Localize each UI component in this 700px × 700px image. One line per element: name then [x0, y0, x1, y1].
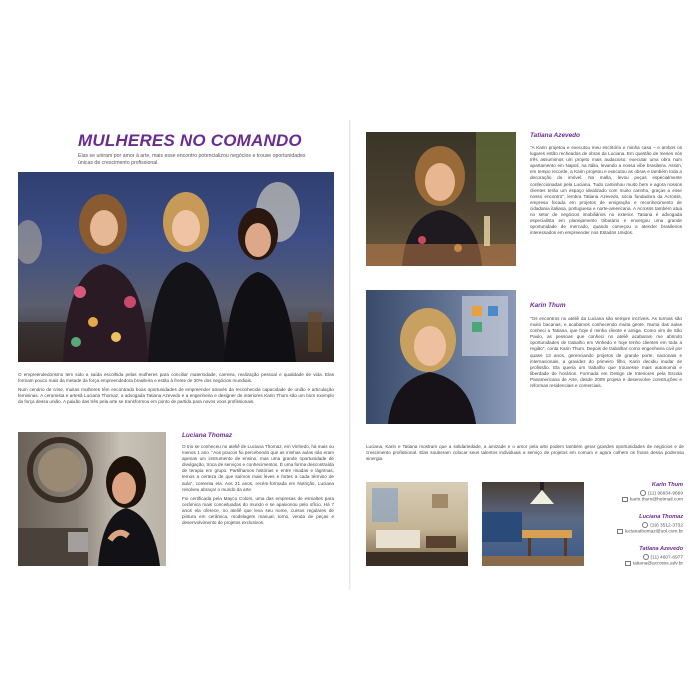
whatsapp-icon — [643, 554, 649, 560]
envelope-icon — [625, 561, 631, 566]
contact-email-tatiana[interactable]: tatiana@acrosss.adv.br — [625, 561, 683, 567]
group-photo — [18, 172, 334, 362]
intro-text — [18, 372, 334, 408]
luciana-text — [182, 444, 334, 529]
tatiana-text — [530, 145, 682, 239]
contact-name-tatiana: Tatiana Azevedo — [639, 546, 683, 552]
tatiana-heading: Tatiana Azevedo — [530, 132, 580, 139]
article-subtitle: Elas se uniram por amor à arte, mais esse encontro potencializou negócios e trouxe oportunidades únicas de crescimento profissional. — [78, 153, 306, 166]
contact-name-karin: Karin Thum — [651, 482, 683, 488]
karin-heading: Karin Thum — [530, 302, 566, 309]
closing-text — [366, 444, 684, 465]
envelope-icon — [622, 497, 628, 502]
whatsapp-icon — [642, 522, 648, 528]
intro-paragraph: O empreendedorismo tem sido a saída escolhida pelas mulheres para conciliar maternidade, carreira, realização pessoal e qualidade de vida. Elas formam pouco mais da metade da força empreendedora brasileira e estão à frente de 30% dos negócios mundiais. — [18, 372, 334, 384]
tatiana-photo — [366, 132, 516, 266]
kitchen-photo — [482, 482, 584, 566]
luciana-photo — [18, 432, 166, 566]
page-gutter — [349, 120, 351, 590]
tatiana-paragraph: "A Karin projetou e executou meu escritório e minha casa – e ambos os lugares estão recheados de obras da Luciana. Em questão de meses nós três assumimos um projeto mais audacioso: executar uma obra num apartamento em Napoli, na Itália, levando a nossa vibe brasileira. Assim, em tempo recorde, a Karin projetou e executou as obras e também toda a decoração do imóvel. Na malla, levou peças especialmente confeccionadas pela Luciana. Tudo caminhou muito bem e agora nossos clientes terão um espaço idealizado com muito carinho, graças a esse nosso encontro", lembra Tatiana Azevedo, sócia fundadora da Acrosss, empresa focada em projetos de emigração e reconhecimento de cidadania italiana, portuguesa e norte-americana. A Acrosss também atua no setor de negócios imobiliários no exterior. Tatiana é advogada especialista em planejamento tributário e enxergou uma grande oportunidade de mercado, quando começou a atender brasileiros interessados em empreender nos Estados Unidos. — [530, 145, 682, 236]
contact-email-luciana[interactable]: lucianathomaz@uol.com.br — [617, 529, 683, 535]
luciana-paragraph: O trio se conheceu no ateliê de Luciana Thomaz, em Vinhedo, há mais ou menos 1 ano. "Aos poucos fui percebendo que as minhas aulas não eram apenas um instrumento de ensino, mas uma grande oportunidade de divulgação, troca de serviços e conhecimentos. É uma forma descontraída de terapia em grupo. Partilhamos histórias e entre risadas e lágrimas, temos a certeza de que saímos mais leves e fortes a cada término de aula", comenta ela. Aos 21 anos, recém-formada em Nutrição, Luciana resolveu abraçar o mundo da arte. — [182, 444, 334, 492]
karin-paragraph: "Os encontros no ateliê da Luciana são sempre incríveis. As turmas são muito bacanas, e acabamos conhecendo muita gente. Numa das aulas conheci a Tatiana, que hoje é minha cliente e amiga. Como vim de São Paulo, as pessoas que conheci no ateliê acabaram me abrindo oportunidades de trabalho em Vinhedo e hoje tenho clientes em toda a região", conta Karin Thum. Depois de trabalhar como engenheira civil por quase 13 anos, gerenciando projetos de grande porte, nacionais e internacionais, a gravidez do primeiro filho, Karin decidiu mudar de profissão. Ela queria um trabalho que trouxesse mais autonomia e liberdade de horários. Formada em Design de Interiores pela Escola Panamericana de Arte, desde 2009 projeta e desenvolve construções e reformas residenciais e comerciais. — [530, 316, 682, 389]
contact-phone-luciana[interactable]: (19) 3512-3732 — [642, 522, 683, 528]
luciana-heading: Luciana Thomaz — [182, 432, 233, 439]
closing-paragraph: Luciana, Karin e Tatiana mostram que a solidariedade, a amizade e o amor pela arte podem também gerar grandes oportunidades de negócios e de crescimento profissional. Elas souberam colocar seus talentos individuais a serviço de projetos em comum e agora colhem os frutos dessa poderosa sinergia. — [366, 444, 684, 462]
living-room-photo — [366, 482, 468, 566]
contact-email-karin[interactable]: karin.thum@hotmail.com — [622, 497, 683, 503]
intro-paragraph: Num cenário de crise, muitas mulheres têm encontrado boas oportunidades de empreender através da reconhecida capacidade de união e articulação femininas. A ceramista e artesã Luciana Thomaz, a advogada Tatiana Azevedo e a engenheira e designer de interiores Karin Thum são um bom exemplo da força dessa união. A paixão das três pela arte se transformou em ponto de partida para novos voos profissionais. — [18, 387, 334, 405]
karin-photo — [366, 290, 516, 424]
contact-phone-tatiana[interactable]: (11) 4607-6977 — [643, 554, 683, 560]
article-title: MULHERES NO COMANDO — [78, 131, 302, 150]
contact-name-luciana: Luciana Thomaz — [639, 514, 683, 520]
envelope-icon — [617, 529, 623, 534]
karin-text — [530, 316, 682, 392]
contact-phone-karin[interactable]: (11) 98934-9669 — [640, 490, 683, 496]
whatsapp-icon — [640, 490, 646, 496]
luciana-paragraph: Foi certificada pela Mayco Colors, uma das empresas de esmaltes para cerâmica mais conceituadas do mundo e se apaixonou pelo ofício. Há 7 anos ela oferece, no ateliê que leva seu nome, cursos regulares de pintura em cerâmica, modelagem manual, torno, venda de peças e desenvolvimento de projetos exclusivos. — [182, 495, 334, 526]
